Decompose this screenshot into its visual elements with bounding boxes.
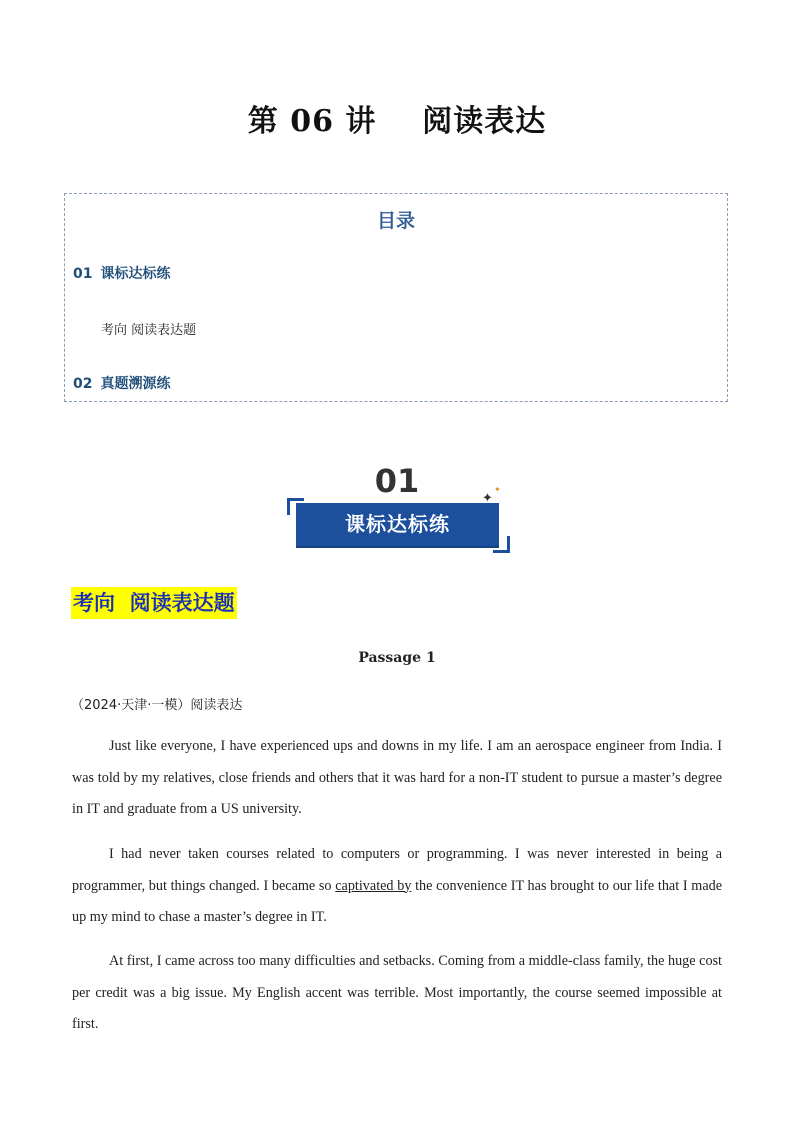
section-number: 01 <box>374 462 420 500</box>
paragraph-1: Just like everyone, I have experienced ups and downs in my life. I am an aerospace engineer from India. I was told by my relatives, close friends and others that it was hard for a non-IT student to pursue a master’s degree in IT and graduate from a US university. <box>72 738 722 818</box>
toc-item-number: 02 <box>73 376 93 392</box>
table-of-contents <box>64 193 728 402</box>
paragraph-3: At first, I came across too many difficulties and setbacks. Coming from a middle-class family, the huge cost per credit was a big issue. My English accent was terrible. Most importantly, the course seemed impossible at first. <box>72 953 722 1033</box>
paragraph-text: the convenience IT has brought to our life that I made up my mind to chase a master’s degree in IT. <box>72 877 723 926</box>
toc-heading: 目录 <box>376 210 415 232</box>
toc-item-01[interactable] <box>73 263 170 283</box>
sparkle-icon: ✦ <box>494 485 501 494</box>
toc-sub-item[interactable]: 考向 阅读表达题 <box>101 323 197 338</box>
topic-heading: 考向 阅读表达题 <box>71 587 237 619</box>
section-label: 课标达标练 <box>345 512 450 536</box>
sparkle-icon: ✦ <box>482 491 493 506</box>
page-title: 第 06 讲 阅读表达 <box>247 104 547 139</box>
section-banner <box>287 462 509 554</box>
toc-item-label: 真题溯源练 <box>100 376 171 392</box>
underlined-phrase: captivated by <box>335 877 412 894</box>
toc-item-02[interactable] <box>73 373 170 393</box>
source-line: （2024·天津·一模）阅读表达 <box>71 698 243 713</box>
toc-item-label: 课标达标练 <box>100 266 171 282</box>
passage-title: Passage 1 <box>358 650 436 666</box>
toc-item-number: 01 <box>73 266 93 282</box>
paragraph-text: I had never taken courses related to computers or programming. I was never interested in being a programmer, but things changed. I became so <box>72 846 722 894</box>
paragraph-2 <box>72 839 722 934</box>
